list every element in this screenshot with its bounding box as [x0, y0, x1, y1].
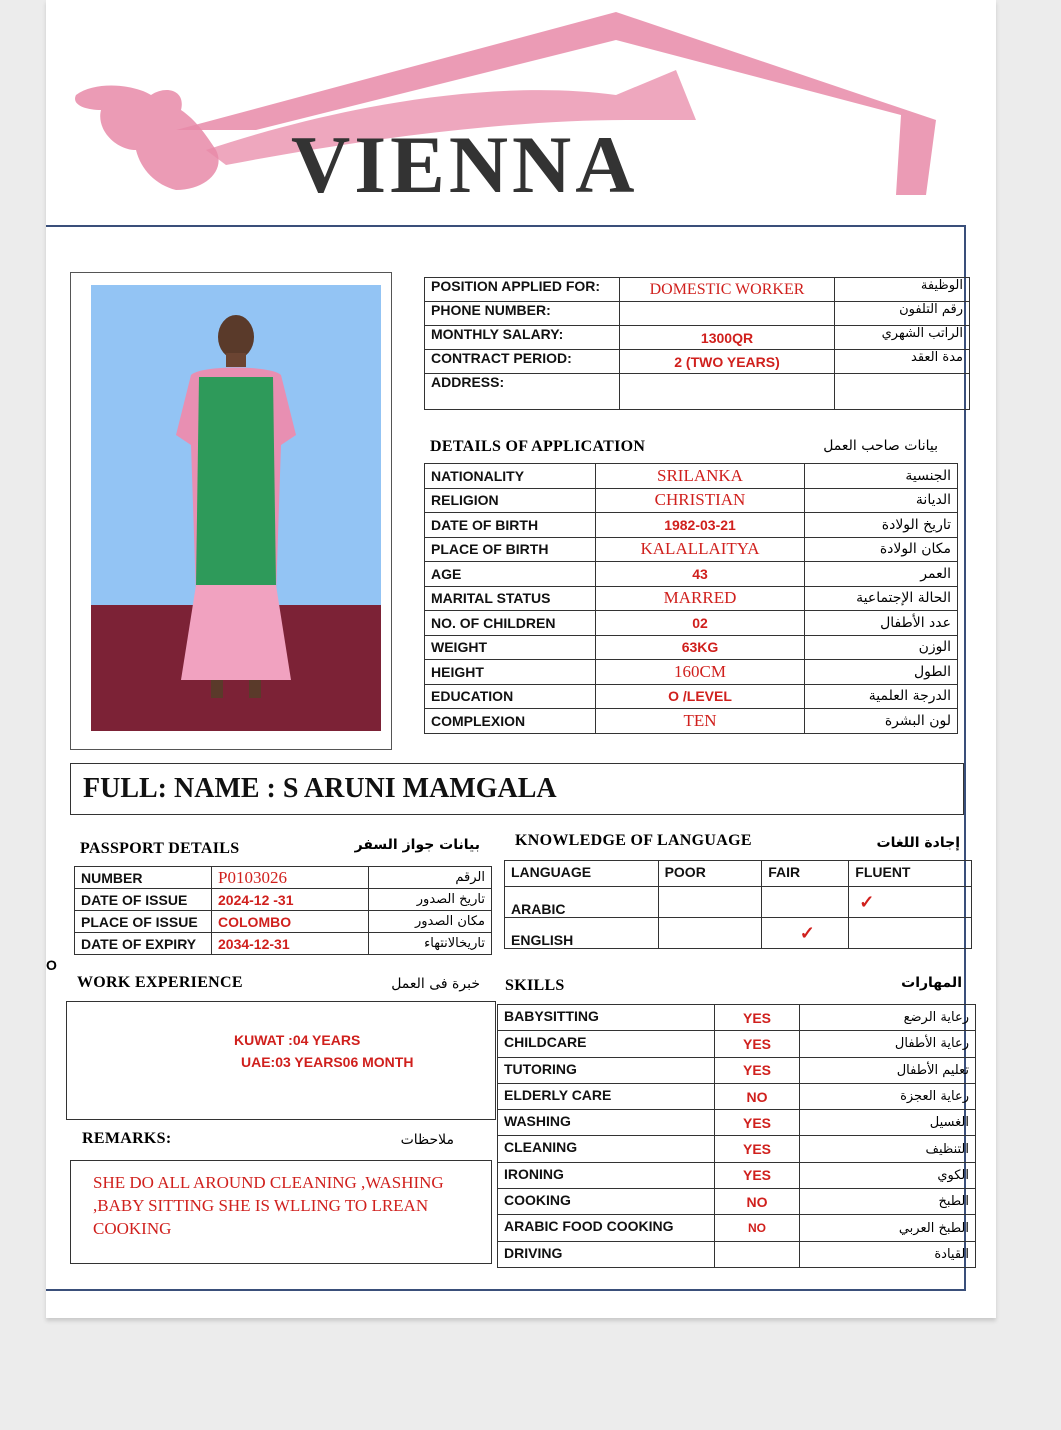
- passport-row: [75, 933, 492, 955]
- details-value: O /LEVEL: [596, 684, 805, 709]
- details-table: [424, 463, 958, 734]
- details-value: 02: [596, 611, 805, 636]
- skills-value: [715, 1241, 800, 1267]
- details-label: HEIGHT: [425, 660, 596, 685]
- passport-label: DATE OF ISSUE: [75, 889, 212, 911]
- application-label: MONTHLY SALARY:: [425, 326, 620, 350]
- application-row: [425, 302, 970, 326]
- skills-label-ar: رعاية الأطفال: [800, 1031, 976, 1057]
- details-value: TEN: [596, 709, 805, 734]
- check-mark-icon: ✓: [849, 887, 972, 918]
- details-label: RELIGION: [425, 488, 596, 513]
- details-value: MARRED: [596, 586, 805, 611]
- full-name-box: [70, 763, 964, 815]
- details-row: [425, 513, 958, 538]
- check-mark-icon: ✓: [762, 918, 849, 949]
- maid-silhouette: [75, 86, 219, 190]
- passport-label-ar: مكان الصدور: [369, 911, 492, 933]
- details-title: DETAILS OF APPLICATION: [430, 438, 646, 455]
- details-value: KALALLAITYA: [596, 537, 805, 562]
- full-name: FULL: NAME : S ARUNI MAMGALA: [83, 773, 557, 804]
- application-label-ar: [835, 374, 970, 410]
- passport-label: NUMBER: [75, 867, 212, 889]
- details-value: 43: [596, 562, 805, 587]
- details-row: [425, 464, 958, 489]
- passport-value: P0103026: [212, 867, 369, 889]
- details-row: [425, 562, 958, 587]
- skills-value: NO: [715, 1215, 800, 1241]
- language-header: FAIR: [762, 861, 849, 887]
- application-label: CONTRACT PERIOD:: [425, 350, 620, 374]
- application-label-ar: مدة العقد: [835, 350, 970, 374]
- details-value: 63KG: [596, 635, 805, 660]
- margin-marker: O: [46, 957, 57, 973]
- passport-label-ar: تاريخ الصدور: [369, 889, 492, 911]
- passport-value: COLOMBO: [212, 911, 369, 933]
- skills-row: [498, 1189, 976, 1215]
- brand-name: VIENNA: [291, 119, 639, 200]
- details-label-ar: الطول: [805, 660, 958, 685]
- language-title-ar: إجادة اللغات: [876, 835, 960, 851]
- application-value: [620, 374, 835, 410]
- application-row: [425, 374, 970, 410]
- skills-title: SKILLS: [505, 977, 565, 994]
- skills-row: [498, 1241, 976, 1267]
- passport-row: [75, 889, 492, 911]
- skills-value: YES: [715, 1005, 800, 1031]
- details-row: [425, 684, 958, 709]
- passport-label: PLACE OF ISSUE: [75, 911, 212, 933]
- work-box: [66, 1001, 496, 1120]
- remarks-line: COOKING: [93, 1219, 172, 1238]
- vienna-logo: [56, 0, 956, 200]
- details-label: AGE: [425, 562, 596, 587]
- skills-title-ar: المهارات: [901, 975, 962, 991]
- work-line: KUWAT :04 YEARS: [234, 1032, 361, 1048]
- application-value: 2 (TWO YEARS): [620, 350, 835, 374]
- details-label-ar: عدد الأطفال: [805, 611, 958, 636]
- details-label: COMPLEXION: [425, 709, 596, 734]
- skills-label: BABYSITTING: [498, 1005, 715, 1031]
- candidate-photo: [91, 285, 381, 731]
- skills-label: COOKING: [498, 1189, 715, 1215]
- skills-label-ar: رعاية العجزة: [800, 1083, 976, 1109]
- work-title-ar: خبرة فى العمل: [391, 976, 480, 992]
- passport-row: [75, 867, 492, 889]
- details-label-ar: لون البشرة: [805, 709, 958, 734]
- skills-value: NO: [715, 1189, 800, 1215]
- skills-value: YES: [715, 1162, 800, 1188]
- application-label: POSITION APPLIED FOR:: [425, 278, 620, 302]
- application-label: PHONE NUMBER:: [425, 302, 620, 326]
- application-table: [424, 277, 970, 410]
- skills-label: DRIVING: [498, 1241, 715, 1267]
- skills-label: TUTORING: [498, 1057, 715, 1083]
- details-label-ar: الوزن: [805, 635, 958, 660]
- details-label: MARITAL STATUS: [425, 586, 596, 611]
- passport-title-ar: بيانات جواز السفر: [354, 837, 480, 853]
- details-value: SRILANKA: [596, 464, 805, 489]
- language-name: ARABIC: [505, 887, 659, 918]
- skills-row: [498, 1110, 976, 1136]
- skills-value: YES: [715, 1057, 800, 1083]
- skills-row: [498, 1057, 976, 1083]
- skills-label-ar: الطبخ العربي: [800, 1215, 976, 1241]
- application-value: DOMESTIC WORKER: [620, 278, 835, 302]
- frame-bottom-line: [46, 1289, 966, 1291]
- remarks-line: ,BABY SITTING SHE IS WLLING TO LREAN: [93, 1196, 429, 1215]
- cv-sheet: [46, 0, 996, 1318]
- skills-label: CHILDCARE: [498, 1031, 715, 1057]
- details-label: DATE OF BIRTH: [425, 513, 596, 538]
- passport-label-ar: تاريخالانتهاء: [369, 933, 492, 955]
- skills-label: WASHING: [498, 1110, 715, 1136]
- skills-row: [498, 1136, 976, 1162]
- details-value: 1982-03-21: [596, 513, 805, 538]
- details-row: [425, 537, 958, 562]
- remarks-title-ar: ملاحظات: [400, 1132, 454, 1148]
- skills-label: ARABIC FOOD COOKING: [498, 1215, 715, 1241]
- application-label-ar: الوظيفة: [835, 278, 970, 302]
- details-label: NO. OF CHILDREN: [425, 611, 596, 636]
- details-value: CHRISTIAN: [596, 488, 805, 513]
- skills-row: [498, 1215, 976, 1241]
- language-header: POOR: [658, 861, 762, 887]
- language-row: [505, 887, 972, 918]
- skills-row: [498, 1031, 976, 1057]
- passport-value: 2024-12 -31: [212, 889, 369, 911]
- details-value: 160CM: [596, 660, 805, 685]
- language-header: FLUENT: [849, 861, 972, 887]
- language-header-row: [505, 861, 972, 887]
- details-label: NATIONALITY: [425, 464, 596, 489]
- remarks-box: [70, 1160, 492, 1264]
- application-label-ar: الراتب الشهري: [835, 326, 970, 350]
- language-row: [505, 918, 972, 949]
- language-level-cell: [849, 918, 972, 949]
- details-label-ar: الديانة: [805, 488, 958, 513]
- passport-value: 2034-12-31: [212, 933, 369, 955]
- skills-label-ar: التنظيف: [800, 1136, 976, 1162]
- skills-label-ar: القيادة: [800, 1241, 976, 1267]
- details-row: [425, 635, 958, 660]
- skills-value: YES: [715, 1031, 800, 1057]
- application-value: [620, 302, 835, 326]
- skills-row: [498, 1005, 976, 1031]
- language-title: KNOWLEDGE OF LANGUAGE: [515, 832, 752, 849]
- details-label: PLACE OF BIRTH: [425, 537, 596, 562]
- details-row: [425, 488, 958, 513]
- details-label-ar: مكان الولادة: [805, 537, 958, 562]
- remarks-title: REMARKS:: [82, 1130, 172, 1147]
- application-label-ar: رقم التلفون: [835, 302, 970, 326]
- details-row: [425, 660, 958, 685]
- skills-row: [498, 1162, 976, 1188]
- details-row: [425, 586, 958, 611]
- application-value: 1300QR: [620, 326, 835, 350]
- details-label-ar: الدرجة العلمية: [805, 684, 958, 709]
- skills-table: [497, 1004, 976, 1268]
- passport-label: DATE OF EXPIRY: [75, 933, 212, 955]
- language-header: LANGUAGE: [505, 861, 659, 887]
- skills-label-ar: الطبخ: [800, 1189, 976, 1215]
- details-label-ar: العمر: [805, 562, 958, 587]
- passport-row: [75, 911, 492, 933]
- details-title-ar: بيانات صاحب العمل: [823, 438, 938, 454]
- skills-label-ar: الغسيل: [800, 1110, 976, 1136]
- details-row: [425, 709, 958, 734]
- details-label-ar: الجنسية: [805, 464, 958, 489]
- details-label: WEIGHT: [425, 635, 596, 660]
- skills-label-ar: رعاية الرضع: [800, 1005, 976, 1031]
- remarks-line: SHE DO ALL AROUND CLEANING ,WASHING: [93, 1173, 444, 1192]
- skills-label: CLEANING: [498, 1136, 715, 1162]
- photo-frame: [70, 272, 392, 750]
- language-level-cell: [762, 887, 849, 918]
- details-label-ar: الحالة الإجتماعية: [805, 586, 958, 611]
- application-row: [425, 350, 970, 374]
- skills-value: YES: [715, 1110, 800, 1136]
- application-row: [425, 326, 970, 350]
- skills-label: IRONING: [498, 1162, 715, 1188]
- details-row: [425, 611, 958, 636]
- application-label: ADDRESS:: [425, 374, 620, 410]
- work-title: WORK EXPERIENCE: [77, 974, 243, 991]
- details-label-ar: تاريخ الولادة: [805, 513, 958, 538]
- skills-value: NO: [715, 1083, 800, 1109]
- skills-row: [498, 1083, 976, 1109]
- application-row: [425, 278, 970, 302]
- work-line: UAE:03 YEARS06 MONTH: [241, 1054, 414, 1070]
- frame-top-line: [46, 225, 966, 227]
- passport-label-ar: الرقم: [369, 867, 492, 889]
- details-label: EDUCATION: [425, 684, 596, 709]
- skills-label-ar: الكوي: [800, 1162, 976, 1188]
- language-table: [504, 860, 972, 949]
- passport-title: PASSPORT DETAILS: [80, 840, 240, 857]
- skills-label: ELDERLY CARE: [498, 1083, 715, 1109]
- passport-table: [74, 866, 492, 955]
- skills-value: YES: [715, 1136, 800, 1162]
- language-level-cell: [658, 918, 762, 949]
- language-level-cell: [658, 887, 762, 918]
- skills-label-ar: تعليم الأطفال: [800, 1057, 976, 1083]
- language-name: ENGLISH: [505, 918, 659, 949]
